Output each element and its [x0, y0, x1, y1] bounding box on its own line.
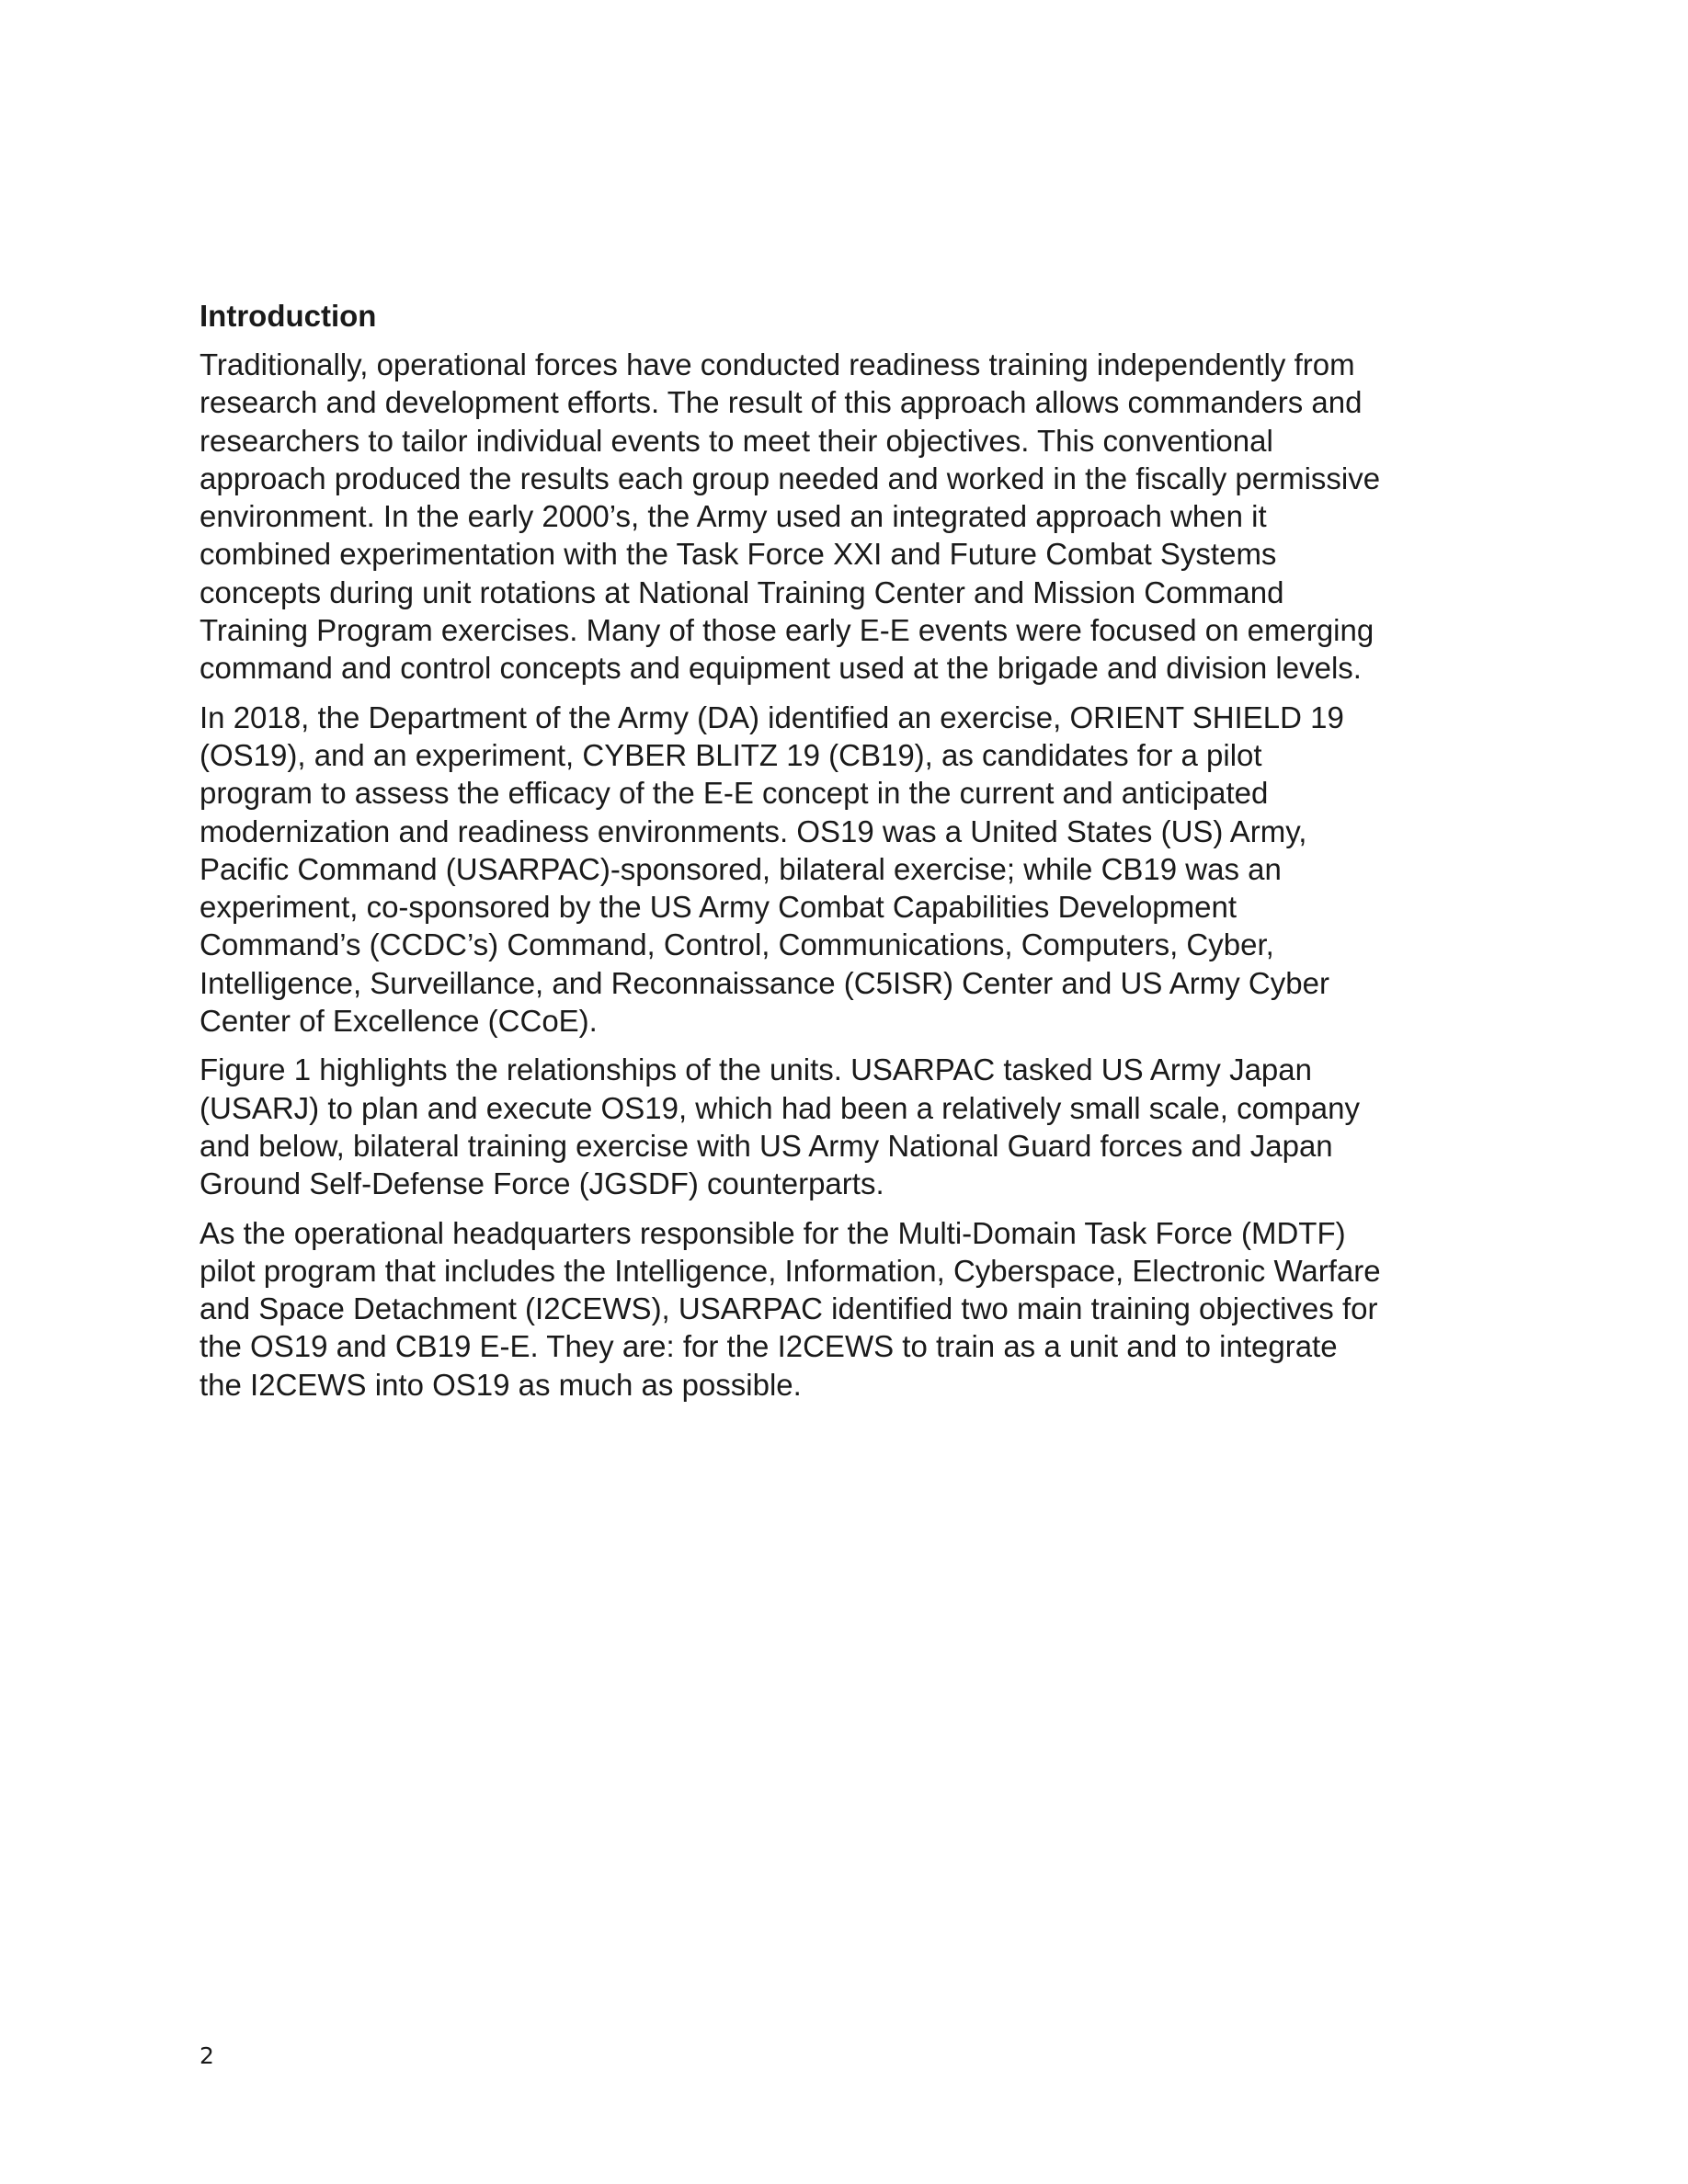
section-heading: Introduction	[200, 299, 377, 333]
paragraph-line: command and control concepts and equipment used at the brigade and division levels.	[200, 651, 1362, 686]
paragraph-line: Pacific Command (USARPAC)-sponsored, bilateral exercise; while CB19 was an	[200, 851, 1282, 886]
page-number: 2	[200, 2042, 214, 2069]
page-body	[200, 292, 1505, 1415]
paragraph-line: the OS19 and CB19 E-E. They are: for the I2CEWS to train as a unit and to integrate	[200, 1329, 1338, 1364]
paragraph-line: Center of Excellence (CCoE).	[200, 1004, 598, 1039]
paragraph-line: research and development efforts. The result of this approach allows commanders and	[200, 385, 1363, 420]
paragraph-line: combined experimentation with the Task Force XXI and Future Combat Systems	[200, 537, 1277, 572]
paragraph-line: Intelligence, Surveillance, and Reconnaissance (C5ISR) Center and US Army Cyber	[200, 965, 1329, 1000]
paragraph-line: Figure 1 highlights the relationships of the units. USARPAC tasked US Army Japan	[200, 1052, 1312, 1087]
paragraph-4	[200, 1214, 1505, 1404]
paragraph-line: concepts during unit rotations at National Training Center and Mission Command	[200, 574, 1284, 609]
paragraph-line: (USARJ) to plan and execute OS19, which had been a relatively small scale, company	[200, 1090, 1360, 1125]
paragraph-line: As the operational headquarters responsible for the Multi-Domain Task Force (MDTF)	[200, 1215, 1346, 1250]
paragraph-line: Command’s (CCDC’s) Command, Control, Communications, Computers, Cyber,	[200, 927, 1274, 962]
paragraph-line: the I2CEWS into OS19 as much as possible.	[200, 1367, 802, 1402]
paragraph-line: Ground Self-Defense Force (JGSDF) counterparts.	[200, 1166, 884, 1201]
paragraph-line: Traditionally, operational forces have conducted readiness training independently from	[200, 347, 1355, 381]
paragraph-line: approach produced the results each group needed and worked in the fiscally permissive	[200, 461, 1381, 495]
paragraph-line: and below, bilateral training exercise with US Army National Guard forces and Japan	[200, 1128, 1333, 1163]
paragraph-line: program to assess the efficacy of the E-E concept in the current and anticipated	[200, 776, 1269, 811]
paragraph-3	[200, 1051, 1505, 1202]
paragraph-line: pilot program that includes the Intelligence, Information, Cyberspace, Electronic Warfare	[200, 1253, 1381, 1288]
paragraph-line: (OS19), and an experiment, CYBER BLITZ 19 (CB19), as candidates for a pilot	[200, 737, 1262, 772]
paragraph-line: modernization and readiness environments. OS19 was a United States (US) Army,	[200, 813, 1307, 848]
paragraph-line: researchers to tailor individual events to meet their objectives. This conventional	[200, 423, 1273, 458]
paragraph-line: In 2018, the Department of the Army (DA) identified an exercise, ORIENT SHIELD 19	[200, 700, 1344, 734]
paragraph-line: environment. In the early 2000’s, the Army used an integrated approach when it	[200, 499, 1267, 534]
paragraph-line: and Space Detachment (I2CEWS), USARPAC identified two main training objectives for	[200, 1291, 1378, 1326]
paragraph-line: experiment, co-sponsored by the US Army Combat Capabilities Development	[200, 890, 1237, 925]
paragraph-line: Training Program exercises. Many of those early E-E events were focused on emerging	[200, 613, 1374, 648]
paragraph-2	[200, 699, 1505, 1041]
paragraph-1	[200, 346, 1505, 688]
